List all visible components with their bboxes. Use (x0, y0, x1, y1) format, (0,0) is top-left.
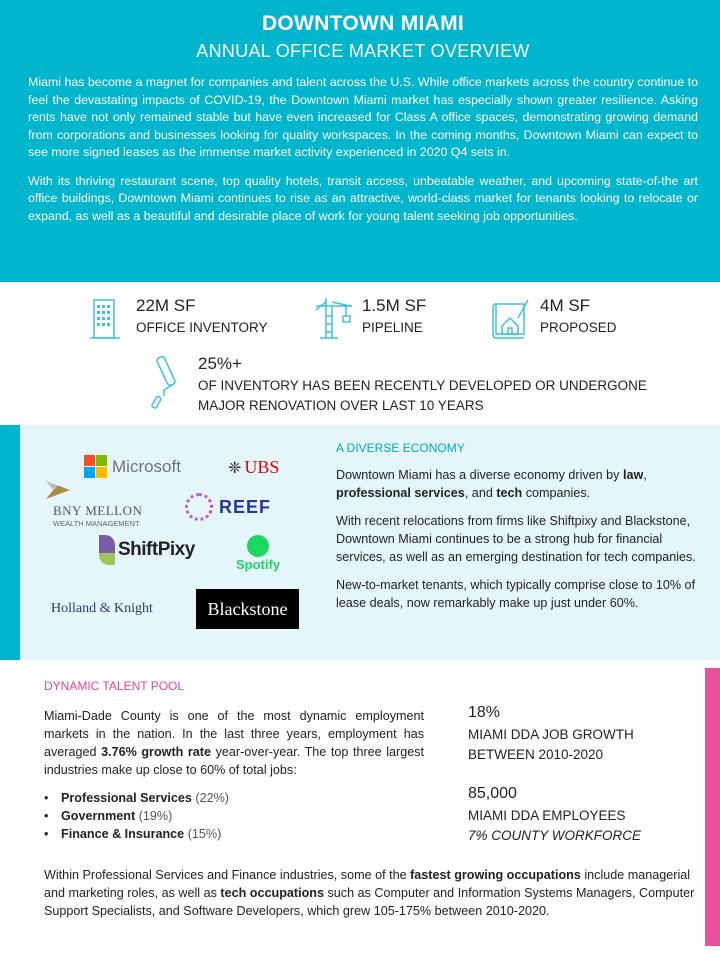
stat-office-inventory (88, 296, 268, 342)
stat-label: OF INVENTORY HAS BEEN RECENTLY DEVELOPED OR UNDERGONE (198, 378, 647, 393)
stat-value: 25%+ (198, 354, 242, 373)
economy-paragraph: Downtown Miami has a diverse economy driven by law, professional services, and tech companies. (336, 468, 647, 500)
microsoft-logo: Microsoft (84, 455, 181, 478)
crane-icon (314, 296, 354, 342)
stat-value: 4M SF (540, 296, 591, 315)
stat-label: PIPELINE (362, 320, 423, 335)
stat-proposed (492, 296, 617, 342)
accent-bar-pink (705, 668, 720, 946)
page-title: DOWNTOWN MIAMI (261, 12, 465, 35)
paint-roller-icon (148, 354, 190, 410)
stat-label: BETWEEN 2010-2020 (468, 747, 604, 762)
holland-knight-logo: Holland & Knight (51, 601, 153, 616)
bny-mellon-logo: BNY MELLON WEALTH MANAGEMENT (46, 481, 142, 528)
stat-label: OFFICE INVENTORY (136, 320, 268, 335)
list-item: • Finance & Insurance (15%) (44, 825, 424, 843)
reef-logo: REEF (185, 493, 271, 521)
stat-value: 18% (468, 704, 501, 721)
intro-paragraph: Miami has become a magnet for companies and talent across the U.S. While office markets across the country continue to feel the devastating impacts of COVID-19, the Downtown Miami market has especially shown greater resilience. Asking rents have not only remained stable but have even increased for Class A office spaces, demonstrating growing demand from corporations and businesses looking for quality workspaces. In the coming months, Downtown Miami can expect to see more signed leases as the immense market activity experienced in 2020 Q4 sets in. (28, 75, 698, 159)
stat-pipeline (314, 296, 426, 342)
talent-paragraph: Miami-Dade County is one of the most dynamic employment markets in the nation. In the last three years, employment has averaged 3.76% growth rate year-over-year. The top three largest industries make up close to 60% of total jobs: (44, 709, 425, 777)
stat-label: 7% COUNTY WORKFORCE (468, 828, 642, 843)
occupations-paragraph: Within Professional Services and Finance industries, some of the fastest growing occupations include managerial and marketing roles, as well as tech occupations such as Computer and Information Systems Managers, Computer Support Specialists, and Software Developers, which grew 105-175% between 2010-2020. (44, 868, 695, 918)
economy-paragraph-2: With recent relocations from firms like Shiftpixy and Blackstone, Downtown Miami continues to be a strong hub for financial services, as well as an emerging destination for tech companies. (336, 514, 696, 564)
page-subtitle: ANNUAL OFFICE MARKET OVERVIEW (196, 41, 530, 61)
stat-value: 85,000 (468, 785, 517, 802)
ubs-logo: ❈ UBS (228, 457, 280, 477)
spotify-logo: Spotify (236, 535, 280, 572)
header-banner (0, 0, 720, 282)
stat-label: MIAMI DDA JOB GROWTH (468, 727, 634, 742)
stat-label: PROPOSED (540, 320, 617, 335)
list-item: • Government (19%) (44, 807, 424, 825)
intro-paragraph-2: With its thriving restaurant scene, top quality hotels, transit access, unbeatable weather, and upcoming state-of-the art office buildings, Downtown Miami continues to rise as an attractive, world-class market for tenants looking to relocate or expand, as well as a beautiful and desirable place of work for young talent seeking job opportunities. (28, 173, 698, 223)
stat-value: 1.5M SF (362, 296, 427, 315)
office-building-icon (88, 296, 128, 342)
job-growth-stat (468, 703, 634, 765)
economy-paragraph-3: New-to-market tenants, which typically comprise close to 10% of lease deals, now remarkably make up just under 60%. (336, 578, 696, 610)
economy-text (336, 439, 702, 622)
stat-label: MAJOR RENOVATION OVER LAST 10 YEARS (198, 398, 484, 413)
section-title: A DIVERSE ECONOMY (336, 441, 465, 455)
talent-pool-section (44, 677, 424, 843)
list-item: • Professional Services (22%) (44, 789, 424, 807)
shiftpixy-logo: ShiftPixy (99, 535, 195, 565)
industry-list (44, 789, 424, 843)
section-title: DYNAMIC TALENT POOL (44, 679, 185, 693)
stat-label: MIAMI DDA EMPLOYEES (468, 808, 626, 823)
employees-stat (468, 784, 641, 846)
stat-renovated (148, 354, 647, 416)
blueprint-house-icon (492, 296, 532, 342)
blackstone-logo: Blackstone (196, 589, 299, 629)
diverse-economy-section (0, 425, 720, 660)
accent-bar (0, 425, 20, 660)
stat-value: 22M SF (136, 296, 196, 315)
